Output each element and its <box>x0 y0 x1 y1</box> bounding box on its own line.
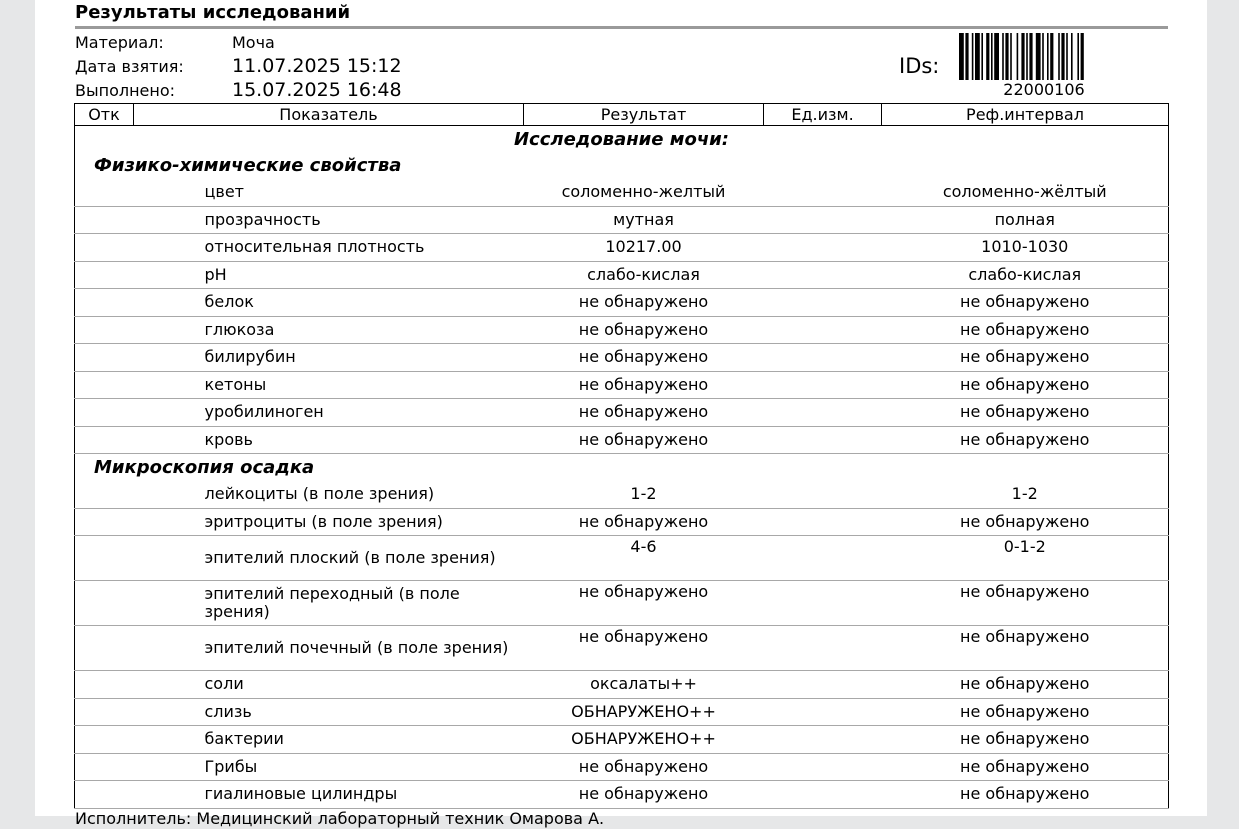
table-row <box>75 581 1169 626</box>
row-indicator: pH <box>134 261 524 289</box>
barcode-bar <box>1061 33 1064 80</box>
row-otk <box>75 206 134 234</box>
row-otk <box>75 261 134 289</box>
barcode-number: 22000106 <box>1003 80 1085 99</box>
row-units <box>764 626 882 671</box>
table-row <box>75 179 1169 206</box>
barcode-bar <box>994 33 999 80</box>
table-row <box>75 399 1169 427</box>
row-result: 1-2 <box>524 481 764 508</box>
row-ref-interval: соломенно-жёлтый <box>882 179 1169 206</box>
row-result: не обнаружено <box>524 508 764 536</box>
row-units <box>764 753 882 781</box>
barcode-bar <box>975 33 980 80</box>
row-ref-interval: полная <box>882 206 1169 234</box>
row-result: слабо-кислая <box>524 261 764 289</box>
barcode-bar <box>959 33 964 80</box>
meta-completed <box>75 79 402 101</box>
barcode-image <box>959 33 1129 80</box>
table-row <box>75 671 1169 699</box>
table-row <box>75 781 1169 809</box>
row-ref-interval: не обнаружено <box>882 426 1169 454</box>
table-row <box>75 316 1169 344</box>
header-units: Ед.изм. <box>764 104 882 126</box>
completed-label: Выполнено: <box>75 81 176 100</box>
barcode-bar <box>1026 33 1028 80</box>
barcode-bar <box>1002 33 1004 80</box>
row-indicator: Грибы <box>134 753 524 781</box>
row-units <box>764 234 882 262</box>
row-otk <box>75 481 134 508</box>
row-units <box>764 371 882 399</box>
barcode-bar <box>1017 33 1019 80</box>
material-label: Материал: <box>75 33 164 52</box>
section-title: Микроскопия осадка <box>94 457 315 478</box>
row-units <box>764 179 882 206</box>
table-row <box>75 234 1169 262</box>
row-result: соломенно-желтый <box>524 179 764 206</box>
row-otk <box>75 671 134 699</box>
page-title: Результаты исследований <box>75 2 351 23</box>
table-row <box>75 289 1169 317</box>
row-units <box>764 726 882 754</box>
row-otk <box>75 626 134 671</box>
row-units <box>764 399 882 427</box>
study-title: Исследование мочи: <box>513 128 729 150</box>
row-otk <box>75 316 134 344</box>
header-otk: Отк <box>75 104 134 126</box>
row-indicator: билирубин <box>134 344 524 372</box>
row-indicator: кровь <box>134 426 524 454</box>
row-indicator: гиалиновые цилиндры <box>134 781 524 809</box>
row-ref-interval: 0-1-2 <box>882 536 1169 581</box>
row-indicator: эпителий плоский (в поле зрения) <box>134 536 524 581</box>
row-result: мутная <box>524 206 764 234</box>
row-indicator: кетоны <box>134 371 524 399</box>
row-indicator: относительная плотность <box>134 234 524 262</box>
row-indicator: эпителий переходный (в поле зрения) <box>134 581 524 626</box>
row-indicator: эритроциты (в поле зрения) <box>134 508 524 536</box>
table-header-row <box>75 104 1169 126</box>
date-taken-value: 11.07.2025 15:12 <box>232 55 402 77</box>
row-result: не обнаружено <box>524 753 764 781</box>
row-ref-interval: не обнаружено <box>882 726 1169 754</box>
row-ref-interval: 1-2 <box>882 481 1169 508</box>
row-otk <box>75 179 134 206</box>
table-row <box>75 426 1169 454</box>
row-otk <box>75 581 134 626</box>
row-otk <box>75 399 134 427</box>
barcode-bar <box>1066 33 1068 80</box>
row-units <box>764 289 882 317</box>
meta-material <box>75 32 275 54</box>
row-otk <box>75 344 134 372</box>
barcode-bar <box>1081 33 1084 80</box>
row-otk <box>75 781 134 809</box>
row-ref-interval: слабо-кислая <box>882 261 1169 289</box>
row-result: ОБНАРУЖЕНО++ <box>524 698 764 726</box>
row-result: не обнаружено <box>524 371 764 399</box>
row-ref-interval: не обнаружено <box>882 698 1169 726</box>
barcode-bar <box>1010 33 1012 80</box>
row-units <box>764 671 882 699</box>
row-ref-interval: не обнаружено <box>882 581 1169 626</box>
table-row <box>75 726 1169 754</box>
completed-value: 15.07.2025 16:48 <box>232 79 402 101</box>
barcode-bar <box>1047 33 1049 80</box>
barcode-bar <box>1058 33 1060 80</box>
row-indicator: эпителий почечный (в поле зрения) <box>134 626 524 671</box>
barcode-bar <box>972 33 974 80</box>
row-result: 10217.00 <box>524 234 764 262</box>
row-result: оксалаты++ <box>524 671 764 699</box>
row-ref-interval: не обнаружено <box>882 371 1169 399</box>
row-units <box>764 481 882 508</box>
row-otk <box>75 536 134 581</box>
row-otk <box>75 426 134 454</box>
row-result: не обнаружено <box>524 426 764 454</box>
row-otk <box>75 698 134 726</box>
report-page <box>35 0 1207 828</box>
row-result: не обнаружено <box>524 581 764 626</box>
ids-label: IDs: <box>899 54 940 78</box>
row-result: не обнаружено <box>524 289 764 317</box>
row-result: не обнаружено <box>524 626 764 671</box>
row-ref-interval: не обнаружено <box>882 781 1169 809</box>
row-units <box>764 344 882 372</box>
row-ref-interval: не обнаружено <box>882 753 1169 781</box>
table-row <box>75 698 1169 726</box>
row-result: не обнаружено <box>524 344 764 372</box>
row-indicator: белок <box>134 289 524 317</box>
row-indicator: уробилиноген <box>134 399 524 427</box>
row-result: не обнаружено <box>524 399 764 427</box>
barcode-bar <box>965 33 968 80</box>
row-units <box>764 581 882 626</box>
header-ref-interval: Реф.интервал <box>882 104 1169 126</box>
row-ref-interval: не обнаружено <box>882 671 1169 699</box>
row-units <box>764 261 882 289</box>
meta-date-taken <box>75 55 402 77</box>
row-units <box>764 206 882 234</box>
barcode-bar <box>1042 33 1044 80</box>
row-ref-interval: не обнаружено <box>882 316 1169 344</box>
row-indicator: бактерии <box>134 726 524 754</box>
row-result: 4-6 <box>524 536 764 581</box>
row-units <box>764 781 882 809</box>
barcode-bar <box>1050 33 1053 80</box>
row-units <box>764 316 882 344</box>
row-otk <box>75 753 134 781</box>
row-ref-interval: не обнаружено <box>882 626 1169 671</box>
row-units <box>764 698 882 726</box>
table-row <box>75 344 1169 372</box>
table-row <box>75 261 1169 289</box>
section-row <box>75 152 1169 179</box>
table-row <box>75 481 1169 508</box>
row-units <box>764 426 882 454</box>
row-ref-interval: не обнаружено <box>882 508 1169 536</box>
table-row <box>75 206 1169 234</box>
barcode-bar <box>1005 33 1008 80</box>
row-ref-interval: не обнаружено <box>882 344 1169 372</box>
header-result: Результат <box>524 104 764 126</box>
table-row <box>75 626 1169 671</box>
section-row <box>75 454 1169 482</box>
barcode-bar <box>1071 33 1073 80</box>
row-indicator: слизь <box>134 698 524 726</box>
row-indicator: соли <box>134 671 524 699</box>
row-indicator: глюкоза <box>134 316 524 344</box>
row-otk <box>75 726 134 754</box>
table-row <box>75 536 1169 581</box>
barcode-bar <box>986 33 989 80</box>
footer-executor: Исполнитель: Медицинский лабораторный техник Омарова А. <box>75 809 605 828</box>
row-units <box>764 508 882 536</box>
row-ref-interval: не обнаружено <box>882 289 1169 317</box>
barcode-bar <box>1077 33 1079 80</box>
row-otk <box>75 371 134 399</box>
row-otk <box>75 289 134 317</box>
header-indicator: Показатель <box>134 104 524 126</box>
barcode-bar <box>981 33 983 80</box>
title-divider <box>75 26 1168 29</box>
barcode-bar <box>1036 33 1041 80</box>
barcode-bar <box>1021 33 1024 80</box>
row-result: ОБНАРУЖЕНО++ <box>524 726 764 754</box>
barcode-bar <box>991 33 993 80</box>
study-title-row <box>75 126 1169 153</box>
row-result: не обнаружено <box>524 316 764 344</box>
material-value: Моча <box>232 33 275 52</box>
table-row <box>75 753 1169 781</box>
section-title: Физико-химические свойства <box>94 155 402 176</box>
row-otk <box>75 234 134 262</box>
date-taken-label: Дата взятия: <box>75 57 184 76</box>
barcode-bar <box>1029 33 1032 80</box>
table-row <box>75 508 1169 536</box>
row-units <box>764 536 882 581</box>
table-row <box>75 371 1169 399</box>
row-otk <box>75 508 134 536</box>
row-indicator: цвет <box>134 179 524 206</box>
row-result: не обнаружено <box>524 781 764 809</box>
row-indicator: лейкоциты (в поле зрения) <box>134 481 524 508</box>
results-table <box>74 103 1169 809</box>
row-indicator: прозрачность <box>134 206 524 234</box>
row-ref-interval: не обнаружено <box>882 399 1169 427</box>
row-ref-interval: 1010-1030 <box>882 234 1169 262</box>
